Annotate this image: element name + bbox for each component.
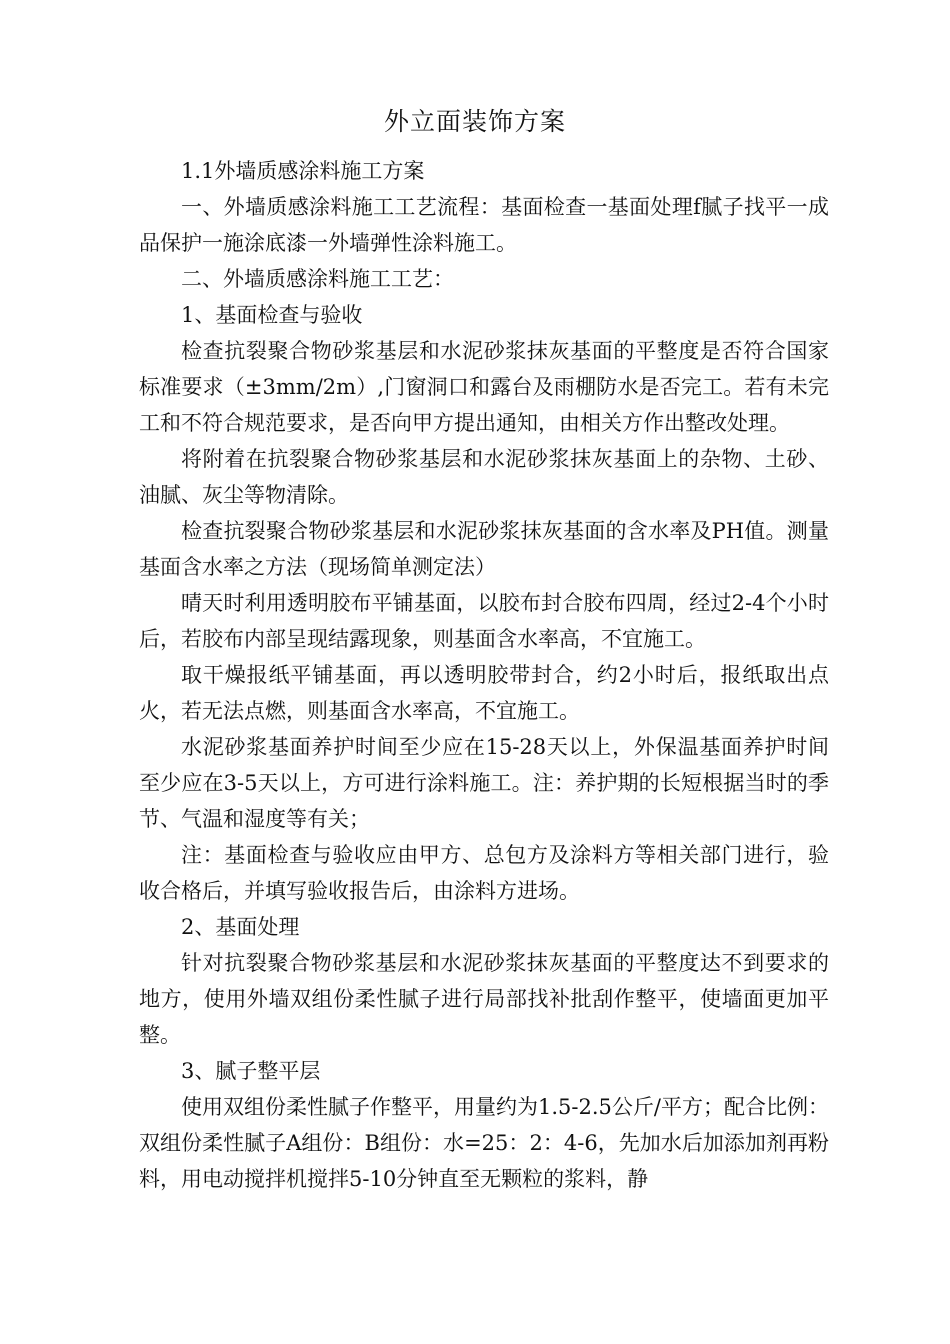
paragraph-tape-method: 晴天时利用透明胶布平铺基面，以胶布封合胶布四周，经过2-4个小时后，若胶布内部呈现结露现象，则基面含水率高，不宜施工。 (139, 591, 829, 651)
paragraph-process-flow: 一、外墙质感涂料施工工艺流程：基面检查一基面处理f腻子找平一成品保护一施涂底漆一外墙弹性涂料施工。 (139, 195, 829, 255)
paragraph-step-1-heading: 1、基面检查与验收 (181, 303, 363, 327)
paragraph-surface-treatment: 针对抗裂聚合物砂浆基层和水泥砂浆抹灰基面的平整度达不到要求的地方，使用外墙双组份柔性腻子进行局部找补批刮作整平，使墙面更加平整。 (139, 951, 829, 1047)
paragraph-process-heading: 二、外墙质感涂料施工工艺： (181, 267, 454, 291)
paragraph-paper-method: 取干燥报纸平铺基面，再以透明胶带封合，约2小时后，报纸取出点火，若无法点燃，则基面含水率高，不宜施工。 (139, 663, 829, 723)
paragraph-section-title: 1.1外墙质感涂料施工方案 (181, 159, 425, 183)
paragraph-curing-time: 水泥砂浆基面养护时间至少应在15-28天以上，外保温基面养护时间至少应在3-5天以上，方可进行涂料施工。注：养护期的长短根据当时的季节、气温和湿度等有关； (139, 735, 829, 831)
document-body (139, 153, 829, 1197)
paragraph-putty-leveling: 使用双组份柔性腻子作整平，用量约为1.5-2.5公斤/平方；配合比例：双组份柔性腻子A组份：B组份：水=25：2：4-6，先加水后加添加剂再粉料，用电动搅拌机搅拌5-10分钟直至无颗粒的浆料，静 (139, 1095, 829, 1191)
paragraph-step-3-heading: 3、腻子整平层 (181, 1059, 321, 1083)
paragraph-acceptance-note: 注：基面检查与验收应由甲方、总包方及涂料方等相关部门进行，验收合格后，并填写验收报告后，由涂料方进场。 (139, 843, 829, 903)
paragraph-inspection: 检查抗裂聚合物砂浆基层和水泥砂浆抹灰基面的平整度是否符合国家标准要求（±3mm/2m）,门窗洞口和露台及雨棚防水是否完工。若有未完工和不符合规范要求，是否向甲方提出通知，由相关方作出整改处理。 (139, 339, 829, 435)
paragraph-cleaning: 将附着在抗裂聚合物砂浆基层和水泥砂浆抹灰基面上的杂物、土砂、油腻、灰尘等物清除。 (139, 447, 829, 507)
paragraph-step-2-heading: 2、基面处理 (181, 915, 300, 939)
paragraph-moisture-check: 检查抗裂聚合物砂浆基层和水泥砂浆抹灰基面的含水率及PH值。测量基面含水率之方法（现场简单测定法） (139, 519, 829, 579)
document-title: 外立面装饰方案 (383, 107, 566, 136)
